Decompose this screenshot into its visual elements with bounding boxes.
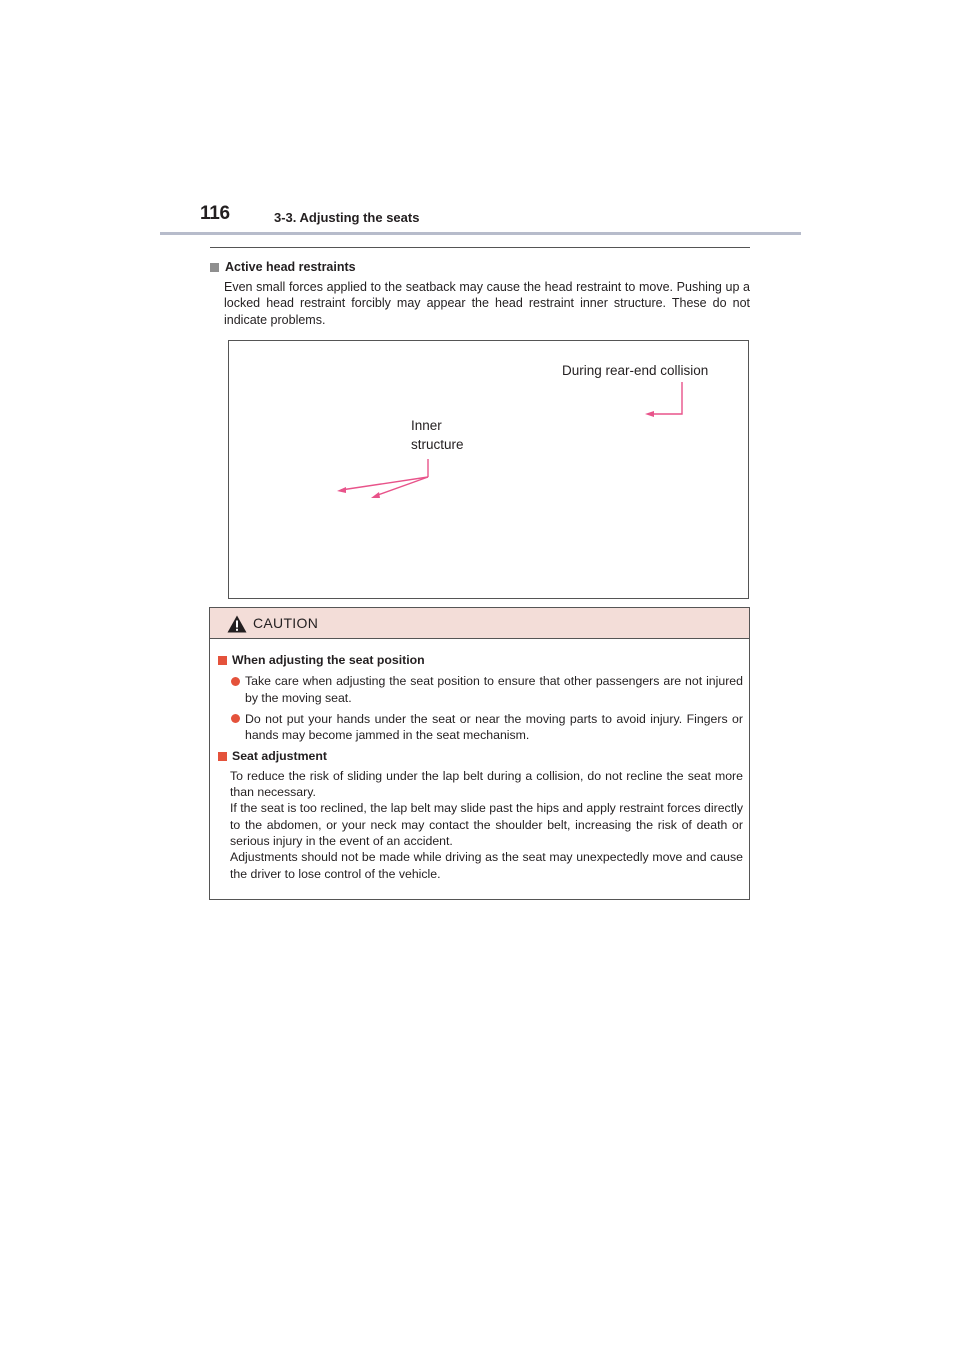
head-restraint-illustration	[228, 340, 749, 599]
section-heading	[210, 259, 750, 276]
inner-arrow-line-upper	[341, 477, 428, 490]
page-header	[0, 0, 960, 240]
page-number: 116	[200, 203, 230, 224]
inner-label-line-1: Inner	[411, 418, 442, 433]
caution-paragraph: To reduce the risk of sliding under the lap belt during a collision, do not recline the seat more than necessary.	[230, 768, 743, 800]
caution-header	[210, 608, 749, 639]
square-bullet-icon	[218, 656, 227, 665]
arrow-head-icon	[645, 411, 654, 417]
square-bullet-icon	[210, 263, 219, 272]
inner-arrow-line-lower	[375, 477, 428, 496]
caution-title: CAUTION	[253, 615, 319, 631]
inner-label-line-2: structure	[411, 437, 464, 452]
caution-paragraph: Adjustments should not be made while driving as the seat may unexpectedly move and cause the driver to lose control of the vehicle.	[230, 850, 743, 881]
bullet-text: Take care when adjusting the seat position to ensure that other passengers are not injured by the moving seat.	[245, 674, 743, 705]
active-head-restraints-section	[210, 259, 750, 328]
caution-box	[209, 607, 750, 900]
section-title: 3-3. Adjusting the seats	[274, 210, 420, 225]
caution-body	[210, 639, 749, 882]
content-divider	[210, 247, 750, 248]
heading-text: Seat adjustment	[232, 749, 327, 764]
collision-leader-line	[649, 382, 682, 414]
header-divider	[160, 232, 801, 235]
bullet-text: Do not put your hands under the seat or near the moving parts to avoid injury. Fingers or hands may become jammed in the seat mechanism.	[245, 711, 743, 743]
caution-heading-seat-adjustment	[218, 748, 743, 764]
circle-bullet-icon	[231, 714, 240, 723]
section-body: Even small forces applied to the seatback may cause the head restraint to move. Pushing up a locked head restraint forcibly may appear the head restraint inner structure. These do not indicate problems.	[224, 279, 750, 327]
arrow-head-icon	[371, 492, 380, 498]
circle-bullet-icon	[231, 677, 240, 686]
arrow-head-icon	[337, 487, 346, 493]
caution-heading-seat-position	[218, 652, 743, 668]
caution-bullet	[231, 673, 743, 706]
heading-text: Active head restraints	[225, 260, 356, 274]
square-bullet-icon	[218, 752, 227, 761]
warning-triangle-icon	[227, 615, 247, 633]
inner-structure-label	[411, 416, 464, 454]
collision-label: During rear-end collision	[562, 363, 709, 378]
caution-paragraph: If the seat is too reclined, the lap belt may slide past the hips and apply restraint forces directly to the abdomen, or your neck may contact the shoulder belt, increasing the risk of death or serious injury in the event of an accident.	[230, 801, 743, 848]
heading-text: When adjusting the seat position	[232, 653, 425, 667]
caution-bullet	[231, 711, 743, 744]
